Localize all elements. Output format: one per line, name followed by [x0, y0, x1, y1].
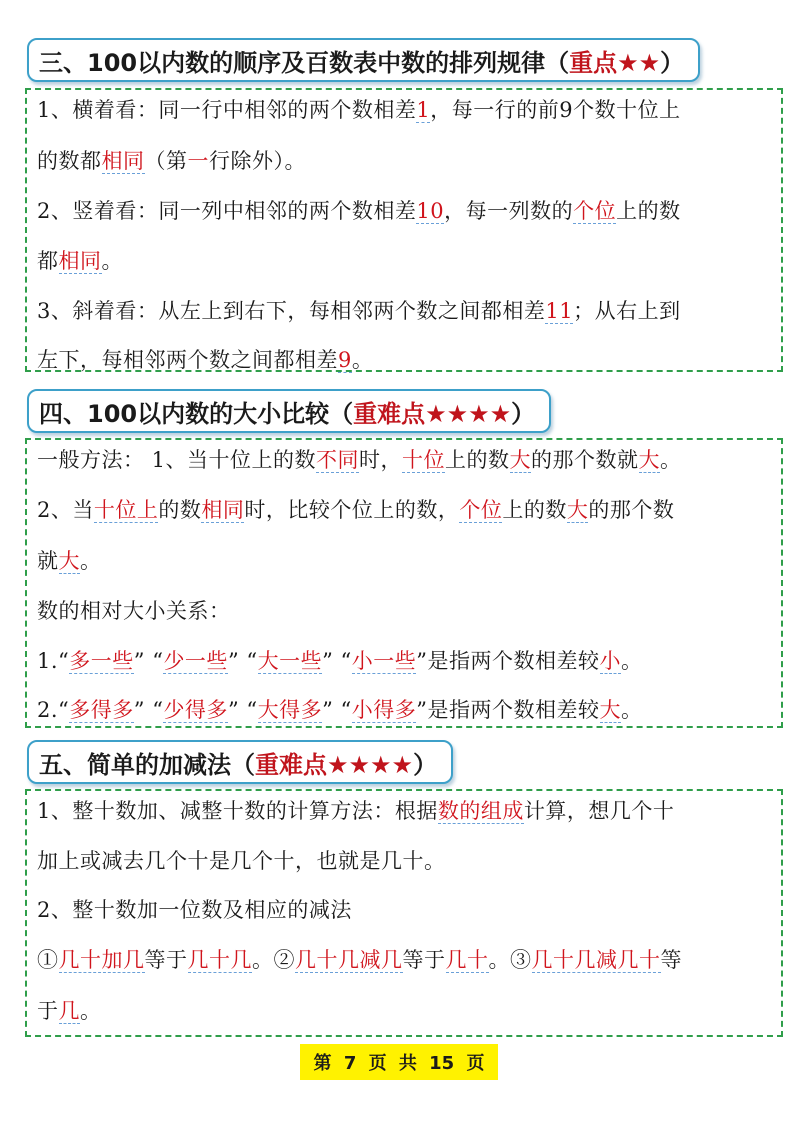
text-segment: ，每一列数的	[444, 199, 574, 223]
section-3-heading	[27, 38, 700, 82]
text-segment: ” “	[322, 698, 352, 722]
content-line	[37, 295, 773, 325]
section-4-content	[25, 438, 783, 728]
text-segment: ”是指两个数相差较	[416, 649, 600, 673]
text-segment: 2、整十数加一位数及相应的减法	[37, 898, 352, 922]
text-segment: 的那个数就	[531, 448, 639, 472]
text-segment: 。	[351, 348, 374, 372]
content-line	[37, 694, 773, 724]
key-term: 小得多	[351, 698, 417, 722]
text-segment: 。	[660, 448, 682, 472]
section-3-content	[25, 88, 783, 372]
content-line	[37, 444, 773, 474]
text-segment: 左下，每相邻两个数之间都相差	[37, 348, 338, 372]
text-segment: 上的数	[616, 199, 681, 223]
content-line	[37, 195, 773, 225]
text-segment: 等于	[402, 948, 446, 972]
content-line	[37, 94, 773, 124]
text-segment: ，每一行的前9个数十位上	[430, 98, 681, 122]
text-segment: 都	[37, 249, 59, 273]
key-term: 数的组成	[437, 799, 524, 823]
key-term: 10	[416, 199, 445, 223]
key-term: 一	[187, 149, 209, 173]
section-3-importance: 重点★★	[569, 48, 661, 77]
key-term: 十位	[402, 448, 446, 472]
text-segment: ” “	[133, 698, 164, 722]
text-segment: 行除外）。	[209, 149, 306, 173]
key-term: 相同	[101, 149, 145, 173]
text-segment: 上的数	[502, 498, 567, 522]
text-segment: 1.“	[37, 649, 70, 673]
content-line	[37, 595, 773, 625]
section-3-title: 三、100以内数的顺序及百数表中数的排列规律（	[39, 48, 570, 77]
key-term: 几十几	[187, 948, 252, 972]
key-term: 几十	[445, 948, 489, 972]
section-5-title-end: ）	[413, 750, 438, 779]
key-term: 小一些	[351, 649, 417, 673]
key-term: 几十加几	[58, 948, 145, 972]
section-3-title-end: ）	[660, 48, 685, 77]
text-segment: ” “	[227, 649, 258, 673]
content-line	[37, 645, 773, 675]
text-segment: ” “	[133, 649, 164, 673]
text-segment: 。	[621, 649, 643, 673]
key-term: 少得多	[163, 698, 228, 722]
text-segment: 。③	[488, 948, 532, 972]
section-4-title-end: ）	[511, 399, 536, 428]
section-4-title: 四、100以内数的大小比较（	[39, 399, 354, 428]
text-segment: ①	[37, 948, 59, 972]
content-line	[37, 545, 773, 575]
key-term: 相同	[201, 498, 245, 522]
text-segment: ”是指两个数相差较	[416, 698, 600, 722]
text-segment: （第	[144, 149, 188, 173]
text-segment: 2、竖着看：同一列中相邻的两个数相差	[37, 199, 417, 223]
text-segment: 计算，想几个十	[523, 799, 675, 823]
text-segment: 就	[37, 549, 59, 573]
text-segment: 数的相对大小关系：	[37, 599, 231, 623]
key-term: 11	[545, 299, 574, 323]
section-5-importance: 重难点★★★★	[255, 750, 414, 779]
text-segment: 一般方法： 1、当十位上的数	[37, 448, 317, 472]
key-term: 相同	[58, 249, 102, 273]
text-segment: 等	[660, 948, 682, 972]
text-segment: 上的数	[445, 448, 510, 472]
page-number-footer: 第 7 页 共 15 页	[300, 1044, 498, 1080]
key-term: 9	[338, 348, 352, 372]
content-line	[37, 245, 773, 275]
content-line	[37, 894, 773, 924]
key-term: 小	[599, 649, 621, 673]
text-segment: 等于	[144, 948, 188, 972]
key-term: 大	[638, 448, 661, 472]
text-segment: 。	[80, 549, 102, 573]
content-line	[37, 944, 773, 974]
section-5-heading	[27, 740, 453, 784]
text-segment: 1、整十数加、减整十数的计算方法：根据	[37, 799, 438, 823]
key-term: 几	[58, 999, 80, 1023]
key-term: 个位	[573, 199, 617, 223]
key-term: 个位	[459, 498, 503, 522]
section-4-heading	[27, 389, 551, 433]
section-5-content	[25, 789, 783, 1037]
text-segment: 。	[621, 698, 643, 722]
text-segment: 时，比较个位上的数，	[244, 498, 460, 522]
key-term: 不同	[316, 448, 360, 472]
text-segment: 的数都	[37, 149, 102, 173]
key-term: 大	[599, 698, 621, 722]
section-5-title: 五、简单的加减法（	[39, 750, 255, 779]
section-4-importance: 重难点★★★★	[353, 399, 512, 428]
content-line	[37, 795, 773, 825]
key-term: 多一些	[69, 649, 134, 673]
key-term: 大一些	[257, 649, 323, 673]
text-segment: 。	[101, 249, 123, 273]
text-segment: 2、当	[37, 498, 94, 522]
key-term: 大	[58, 549, 80, 573]
text-segment: 时，	[359, 448, 403, 472]
key-term: 十位上	[93, 498, 159, 522]
content-line	[37, 995, 773, 1025]
text-segment: 。②	[252, 948, 295, 972]
key-term: 少一些	[163, 649, 228, 673]
key-term: 几十几减几	[295, 948, 403, 972]
text-segment: 1、横着看：同一行中相邻的两个数相差	[37, 98, 417, 122]
text-segment: ” “	[227, 698, 258, 722]
text-segment: ；从右上到	[573, 299, 681, 323]
text-segment: 于	[37, 999, 59, 1023]
content-line	[37, 494, 773, 524]
text-segment: 加上或减去几个十是几个十，也就是几十。	[37, 849, 446, 873]
text-segment: 3、斜着看：从左上到右下，每相邻两个数之间都相差	[37, 299, 546, 323]
text-segment: 的数	[158, 498, 202, 522]
content-line	[37, 145, 773, 175]
content-line	[37, 845, 773, 875]
key-term: 大	[566, 498, 589, 522]
content-line	[37, 344, 773, 374]
key-term: 大得多	[257, 698, 323, 722]
text-segment: 。	[80, 999, 102, 1023]
key-term: 几十几减几十	[531, 948, 661, 972]
text-segment: 2.“	[37, 698, 70, 722]
key-term: 大	[509, 448, 532, 472]
key-term: 1	[416, 98, 431, 122]
text-segment: 的那个数	[588, 498, 675, 522]
key-term: 多得多	[69, 698, 134, 722]
text-segment: ” “	[322, 649, 352, 673]
